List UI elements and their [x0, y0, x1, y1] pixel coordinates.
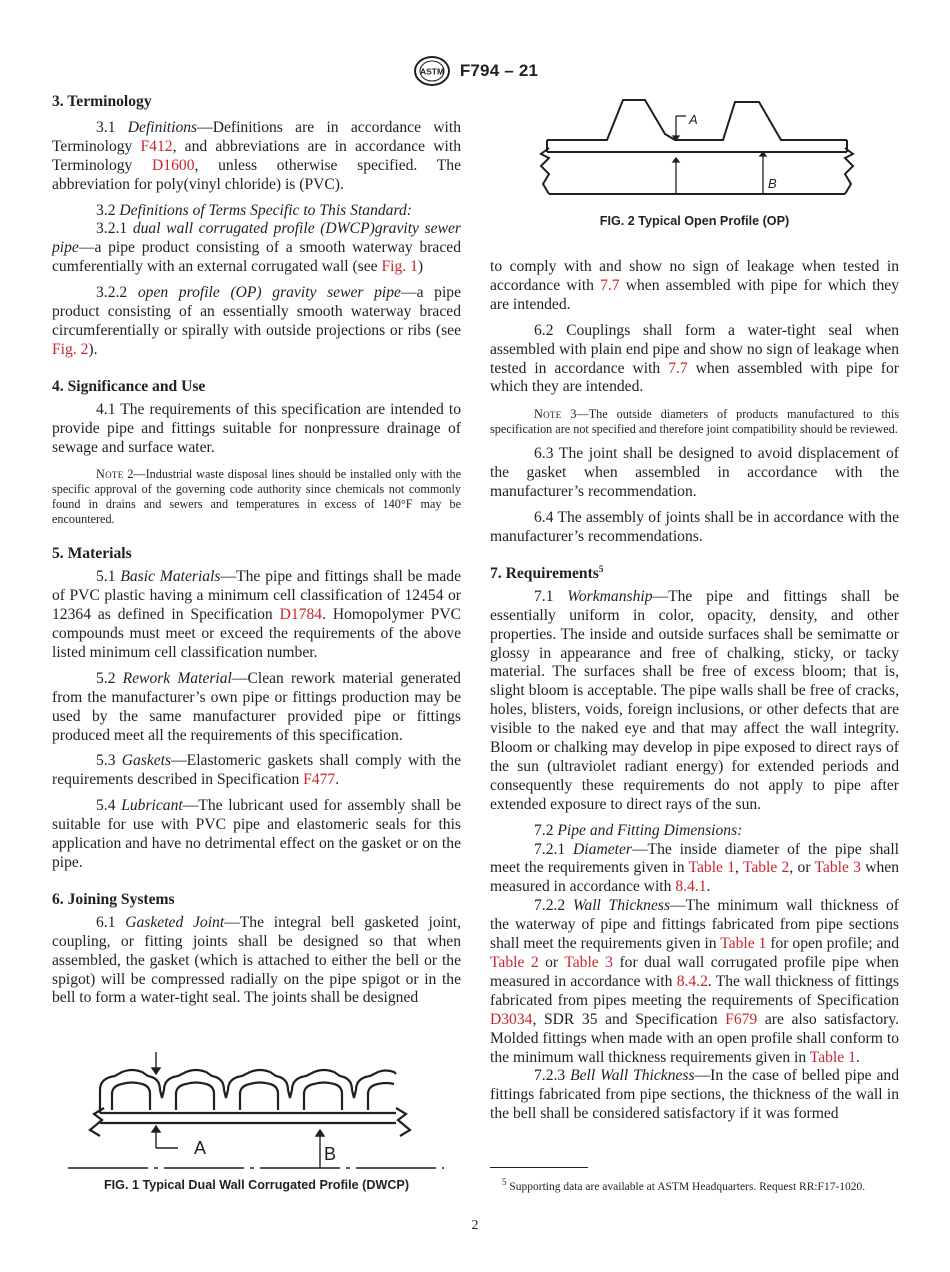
fig2-label-a: A [689, 112, 698, 127]
paragraph-5-3: 5.3 Gaskets—Elastomeric gaskets shall comply with the requirements described in Specification F477. [52, 752, 462, 789]
section-5-heading: 5. Materials [52, 545, 132, 563]
section-4-heading: 4. Significance and Use [52, 377, 206, 395]
paragraph-6-1: 6.1 Gasketed Joint—The integral bell gasketed joint, coupling, or fitting joints shall be designed so that when assembled, the gasket (which is attached to either the bell or the spigot) will be compressed radially on the pipe spigot or in the bell to form a water-tight seal. The joints shall be designed [52, 913, 461, 1007]
link-d1784[interactable]: D1784 [279, 606, 323, 624]
link-fig-1[interactable]: Fig. 1 [381, 258, 418, 276]
paragraph-6-2: 6.2 Couplings shall form a water-tight seal when assembled with plain end pipe and show no sign of leakage when tested in accordance with 7.7 when assembled with pipe for which they are intended. [490, 321, 899, 396]
link-fig-2[interactable]: Fig. 2 [52, 340, 89, 358]
paragraph-5-4: 5.4 Lubricant—The lubricant used for assembly shall be suitable for use with PVC pipe and elastomeric seals for this application and have no detrimental effect on the gasket or on the pipe. [52, 797, 461, 871]
paragraph-7-2-1: 7.2.1 Diameter—The inside diameter of the pipe shall meet the requirements given in Table 1, Table 2, or Table 3 when measured in accordance with 8.4.1. [490, 840, 899, 896]
section-7-heading: 7. Requirements$^5$ [490, 563, 604, 582]
link-f477[interactable]: F477 [303, 771, 336, 789]
figure-2-caption: FIG. 2 Typical Open Profile (OP) [599, 214, 790, 228]
link-8-4-1[interactable]: 8.4.1 [675, 878, 707, 896]
paragraph-3-1: 3.1 Definitions—Definitions are in accordance with Terminology F412, and abbreviations are in accordance with Terminology D1600, unless otherwise specified. The abbreviation for poly(vinyl chloride) is (PVC). [52, 118, 461, 193]
paragraph-7-2-2: 7.2.2 Wall Thickness—The minimum wall thickness of the waterway of pipe and fittings fabricated from pipe sections shall meet the requirements given in Table 1 for open profile; and Table 2 or Table 3 for dual wall corrugated profile pipe when measured in accordance with 8.4.2. The wall thickness of fittings fabricated from pipes meeting the requirements of Specification D3034, SDR 35 and Specification F679 are also satisfactory. Molded fittings when made with an open profile shall conform to the minimum wall thickness requirements given in Table 1. [490, 897, 900, 1066]
paragraph-6-1-continued: to comply with and show no sign of leakage when tested in accordance with 7.7 when assembled with pipe for which they are intended. [490, 258, 899, 313]
fig1-label-b: B [324, 1144, 337, 1164]
section-3-heading: 3. Terminology [52, 93, 152, 110]
link-f412[interactable]: F412 [140, 137, 173, 155]
footnote-5: $^5$ Supporting data are available at ASTM Headquarters. Request RR:F17-1020. [502, 1177, 866, 1193]
link-table-2[interactable]: Table 2 [742, 859, 790, 877]
paragraph-7-2-3: 7.2.3 Bell Wall Thickness—In the case of belled pipe and fittings fabricated from pipe sections, the thickness of the wall in the bell shall be considered satisfactory if it was formed [490, 1067, 899, 1123]
paragraph-3-2-1: 3.2.1 dual wall corrugated profile (DWCP)gravity sewer pipe—a pipe product consisting of a smooth waterway braced cumferentially with an external corrugated wall (see Fig. 1) [52, 220, 461, 276]
page-header [0, 56, 950, 86]
document-designation: F794 – 21 [459, 61, 539, 80]
left-column [52, 93, 461, 1008]
fig2-label-b: B [768, 176, 777, 191]
fig1-label-a: A [194, 1138, 207, 1158]
section-6-heading: 6. Joining Systems [52, 890, 175, 908]
footnote-rule [490, 1167, 588, 1168]
astm-logo [412, 55, 452, 87]
footnote-ref-5[interactable]: 5 [598, 563, 604, 574]
link-table-3-b[interactable]: Table 3 [564, 954, 613, 971]
link-8-4-2[interactable]: 8.4.2 [676, 972, 708, 990]
right-column [490, 258, 899, 1124]
paragraph-3-2-2: 3.2.2 open profile (OP) gravity sewer pipe—a pipe product consisting of an essentially smooth waterway braced circumferentially or spirally with outside projections or ribs (see Fig. 2). [52, 284, 461, 358]
paragraph-6-4: 6.4 The assembly of joints shall be in accordance with the manufacturer’s recommendations. [490, 509, 899, 545]
svg-text:ASTM: ASTM [419, 66, 444, 77]
link-f679[interactable]: F679 [725, 1010, 758, 1028]
link-table-1-b[interactable]: Table 1 [720, 935, 767, 953]
link-d3034[interactable]: D3034 [490, 1010, 533, 1028]
link-table-1-c[interactable]: Table 1 [809, 1048, 856, 1066]
link-table-3[interactable]: Table 3 [814, 859, 861, 877]
paragraph-3-2: 3.2 Definitions of Terms Specific to This Standard: [96, 201, 412, 219]
link-7-7-b[interactable]: 7.7 [668, 359, 688, 377]
paragraph-7-1: 7.1 Workmanship—The pipe and fittings shall be essentially uniform in color, opacity, density, and other properties. The inside and outside surfaces shall be semimatte or glossy in appearance and free of chalking, sticky, or tacky material. The surfaces shall be free of excess bloom; that is, slight bloom is acceptable. The pipe walls shall be free of cracks, holes, blisters, voids, foreign inclusions, or other defects that are visible to the naked eye and that may affect the wall integrity. Bloom or chalking may develop in pipe exposed to direct rays of the sun (ultraviolet radiant energy) for extended periods and consequently these requirements do not apply to pipe after extended exposure to direct rays of the sun. [490, 587, 899, 813]
figure-2-op-drawing [535, 94, 855, 206]
paragraph-7-2: 7.2 Pipe and Fitting Dimensions: [534, 821, 743, 839]
link-table-1[interactable]: Table 1 [688, 859, 736, 877]
figure-1-caption: FIG. 1 Typical Dual Wall Corrugated Profile (DWCP) [103, 1178, 410, 1192]
link-7-7[interactable]: 7.7 [600, 276, 620, 294]
figure-1-dwcp-drawing [60, 1040, 450, 1178]
page-number: 2 [471, 1218, 479, 1233]
paragraph-6-3: 6.3 The joint shall be designed to avoid displacement of the gasket when assembled in accordance with the manufacturer’s recommendation. [490, 445, 899, 501]
note-2: Note 2—Industrial waste disposal lines should be installed only with the specific approval of the governing code authority since chemicals not commonly found in drains and sewers and temperatures in excess of 140°F may be encountered. [52, 467, 461, 527]
note-3: Note 3—The outside diameters of products manufactured to this specification are not specified and therefore joint compatibility should be reviewed. [490, 407, 899, 437]
link-d1600[interactable]: D1600 [152, 156, 195, 174]
paragraph-5-2: 5.2 Rework Material—Clean rework material generated from the manufacturer’s own pipe or fittings production may be used by the same manufacturer provided pipe or fittings produced meet all the requirements of this specification. [52, 669, 461, 744]
link-table-2-b[interactable]: Table 2 [490, 954, 539, 971]
paragraph-4-1: 4.1 The requirements of this specification are intended to provide pipe and fittings suitable for nonpressure drainage of sewage and surface water. [52, 400, 461, 456]
paragraph-5-1: 5.1 Basic Materials—The pipe and fittings shall be made of PVC plastic having a minimum cell classification of 12454 or 12364 as defined in Specification D1784. Homopolymer PVC compounds must meet or exceed the requirements of the above listed minimum cell classification number. [52, 568, 462, 661]
